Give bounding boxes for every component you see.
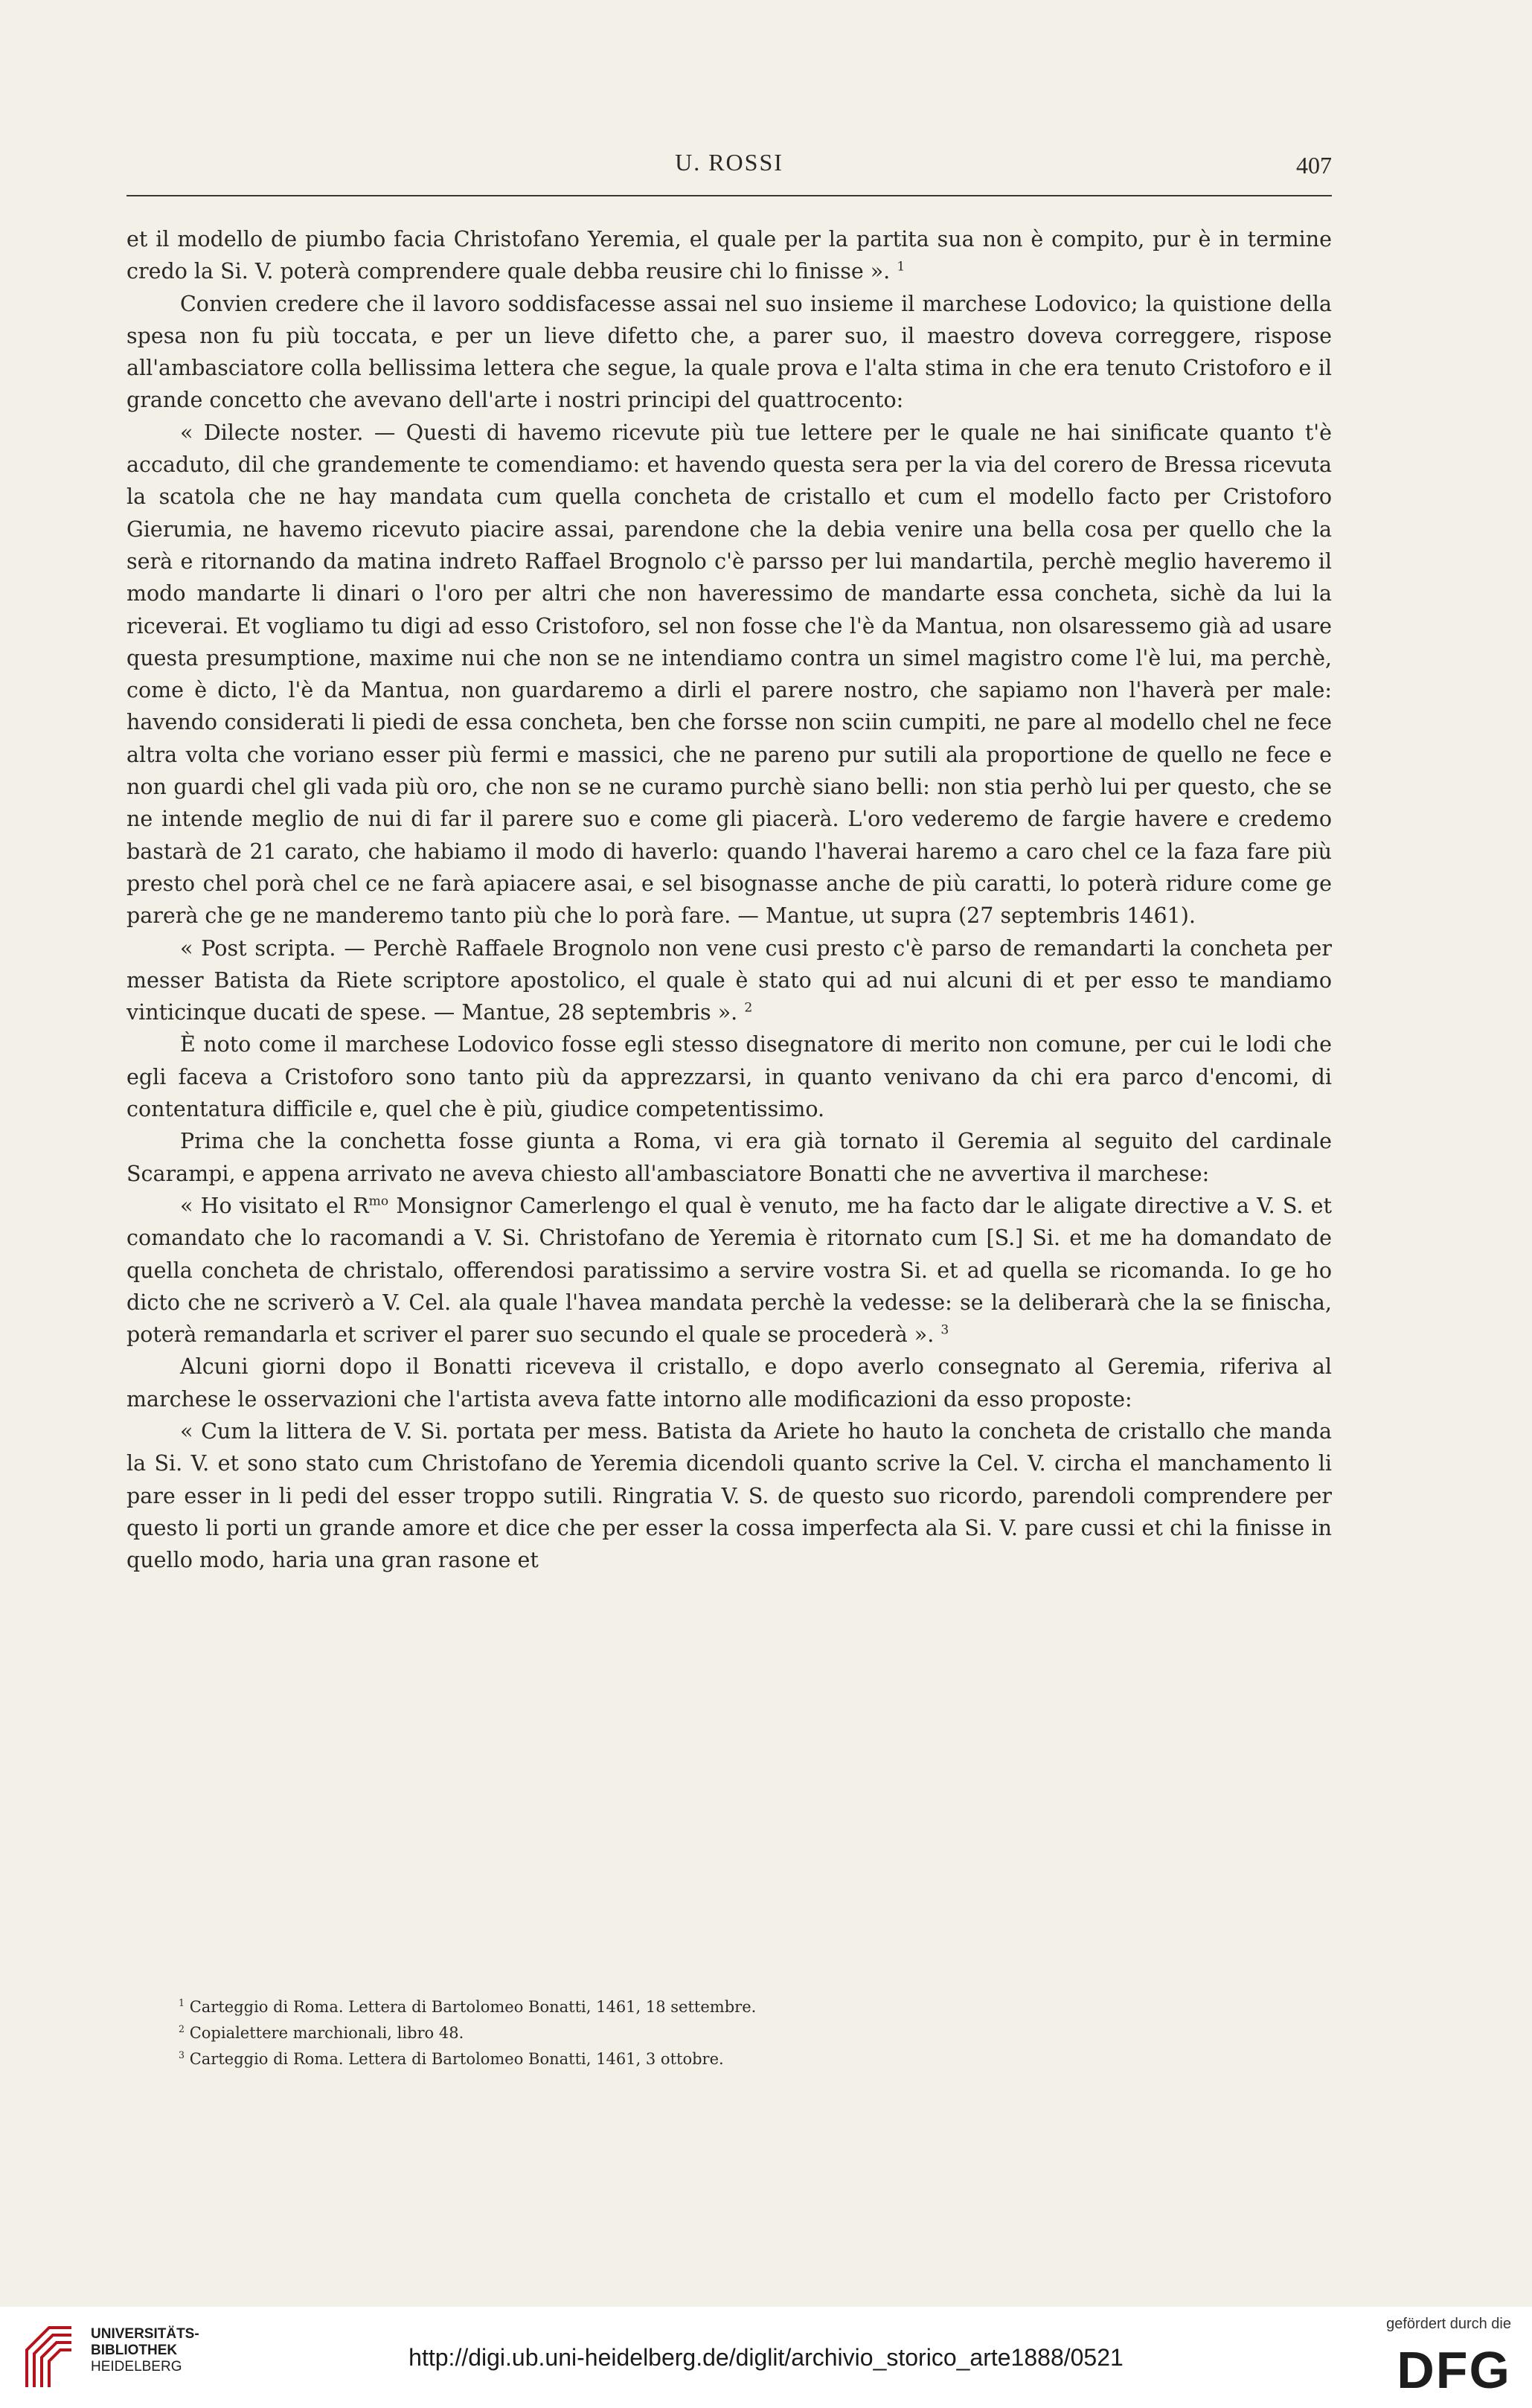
footnotes (126, 1994, 1332, 2072)
footnote-ref-1: 1 (897, 259, 906, 275)
paragraph-6: Prima che la conchetta fosse giunta a Roma, vi era già tornato il Geremia al seguito del cardinale Scarampi, e appena arrivato ne aveva chiesto all'ambasciatore Bonatti che ne avvertiva il marchese: (126, 1129, 1332, 1186)
running-head: U. ROSSI (675, 149, 783, 176)
paragraph-2: Convien credere che il lavoro soddisfacesse assai nel suo insieme il marchese Lodovico; la quistione della spesa non fu più toccata, e per un lieve difetto che, a parer suo, il maestro doveva correggere, rispose all'ambasciatore colla bellissima lettera che segue, la quale prova e l'alta stima in che era tenuto Cristoforo e il grande concetto che avevano dell'arte i nostri principi del quattrocento: (126, 291, 1332, 413)
footnote-3: $^3$ Carteggio di Roma. Lettera di Bartolomeo Bonatti, 1461, 3 ottobre. (179, 2049, 724, 2068)
header-rule (126, 195, 1332, 196)
permalink-url[interactable]: http://digi.ub.uni-heidelberg.de/diglit/archivio_storico_arte1888/0521 (408, 2344, 1124, 2371)
page-header (126, 149, 1332, 186)
footnote-2: $^2$ Copialettere marchionali, libro 48. (179, 2023, 464, 2042)
page-number: 407 (1296, 152, 1332, 179)
paragraph-7-letter: « Ho visitato el $R^{mo}$ Monsignor Camerlengo el qual è venuto, me ha facto dar le aligate directive a V. S. et comandato che lo racomandi a V. Si. Christofano de Yeremia è ritornato cum [S.] Si. et me ha domandato de quella concheta de christalo, offerendosi paratissimo a servire vostra Si. et ad quella se ricomanda. Io ge ho dicto che ne scriverò a V. Cel. ala quale l'havea mandata perchè la vedesse: se la deliberarà che la se finischa, poterà remandarla et scriver el parer suo secundo el quale se procederà ». $^3$ (126, 1193, 1332, 1348)
footnote-ref-3: 3 (940, 1322, 949, 1338)
body-text (126, 223, 1332, 1576)
paragraph-1: et il modello de piumbo facia Christofano Yeremia, el quale per la partita sua non è compito, pur è in termine credo la Si. V. poterà comprendere quale debba reusire chi lo finisse ». $^1$ (126, 227, 1332, 284)
footnote-ref-2: 2 (744, 1000, 753, 1016)
funder-logo[interactable] (1362, 2313, 1511, 2402)
paragraph-5: È noto come il marchese Lodovico fosse egli stesso disegnatore di merito non comune, per cui le lodi che egli faceva a Cristoforo sono tanto più da apprezzarsi, in quanto venivano da chi era parco d'encomi, di contentatura difficile e, quel che è più, giudice competentissimo. (126, 1032, 1332, 1122)
library-name: UNIVERSITÄTS- BIBLIOTHEK HEIDELBERG (91, 2326, 199, 2375)
paragraph-9-letter: « Cum la littera de V. Si. portata per mess. Batista da Ariete ho hauto la concheta de cristallo che manda la Si. V. et sono stato cum Christofano de Yeremia dicendoli quanto scrive la Cel. V. circha el manchamento li pare esser in li pedi del esser troppo sutili. Ringratia V. S. de questo suo ricordo, parendoli comprendere per questo li porti un grande amore et dice che per esser la cossa imperfecta ala Si. V. pare cussi et chi la finisse in quello modo, haria una gran rasone et (126, 1418, 1332, 1573)
footnote-1: $^1$ Carteggio di Roma. Lettera di Bartolomeo Bonatti, 1461, 18 settembre. (179, 1997, 757, 2016)
dfg-logo: DFG (1397, 2341, 1511, 2399)
funding-caption: gefördert durch die (1386, 2316, 1511, 2332)
paragraph-8: Alcuni giorni dopo il Bonatti riceveva il cristallo, e dopo averlo consegnato al Geremia, riferiva al marchese le osservazioni che l'artista aveva fatte intorno alle modificazioni da esso proposte: (126, 1354, 1332, 1412)
paragraph-4-postscript: « Post scripta. — Perchè Raffaele Brognolo non vene cusi presto c'è parso de remandarti la concheta per messer Batista da Riete scriptore apostolico, el quale è stato qui ad nui alcuni di et per esso te mandiamo vinticinque ducati de spese. — Mantue, 28 septembris ». $^2$ (126, 935, 1332, 1025)
viewer-footer (0, 2307, 1532, 2408)
paragraph-3-letter: « Dilecte noster. — Questi di havemo ricevute più tue lettere per le quale ne hai sinificate quanto t'è accaduto, dil che grandemente te comendiamo: et havendo questa sera per la via del corero de Bressa ricevuta la scatola che ne hay mandata cum quella concheta de cristallo et cum el modello facto per Cristoforo Gierumia, ne havemo ricevuto piacire assai, parendone che la debia venire una bella cosa per quello che la serà e ritornando da matina indreto Raffael Brognolo c'è parsso per lui mandartila, perchè meglio haveremo il modo mandarte li dinari o l'oro per altri che non haveressimo de mandarte essa concheta, sichè da lui la riceverai. Et vogliamo tu digi ad esso Cristoforo, sel non fosse che l'è da Mantua, non olsaressemo già ad usare questa presumptione, maxime nui che non se ne intendiamo contra un simel magistro come l'è lui, ma perchè, come è dicto, l'è da Mantua, non guardaremo a dirli el parere nostro, che sapiamo non l'haverà per male: havendo considerati li piedi de essa concheta, ben che forsse non sciin cumpiti, ne pare al modello chel ne fece altra volta che voriano esser più fermi e massici, che ne pareno pur sutili ala proportione de quello ne fece e non guardi chel gli vada più oro, che non se ne curamo purchè siano belli: non stia perhò lui per questo, che se ne intende meglio de nui di far il parere suo e come gli piacerà. L'oro vederemo de fargie havere e credemo bastarà de 21 carato, che habiamo il modo di haverlo: quando l'haverai haremo a caro chel ce la faza fare più presto chel porà chel ce ne farà apiacere asai, e sel bisognasse anche de più caratti, lo poterà ridure come ge parerà che ge ne manderemo tanto più che lo porà fare. — Mantue, ut supra (27 septembris 1461). (126, 420, 1332, 929)
